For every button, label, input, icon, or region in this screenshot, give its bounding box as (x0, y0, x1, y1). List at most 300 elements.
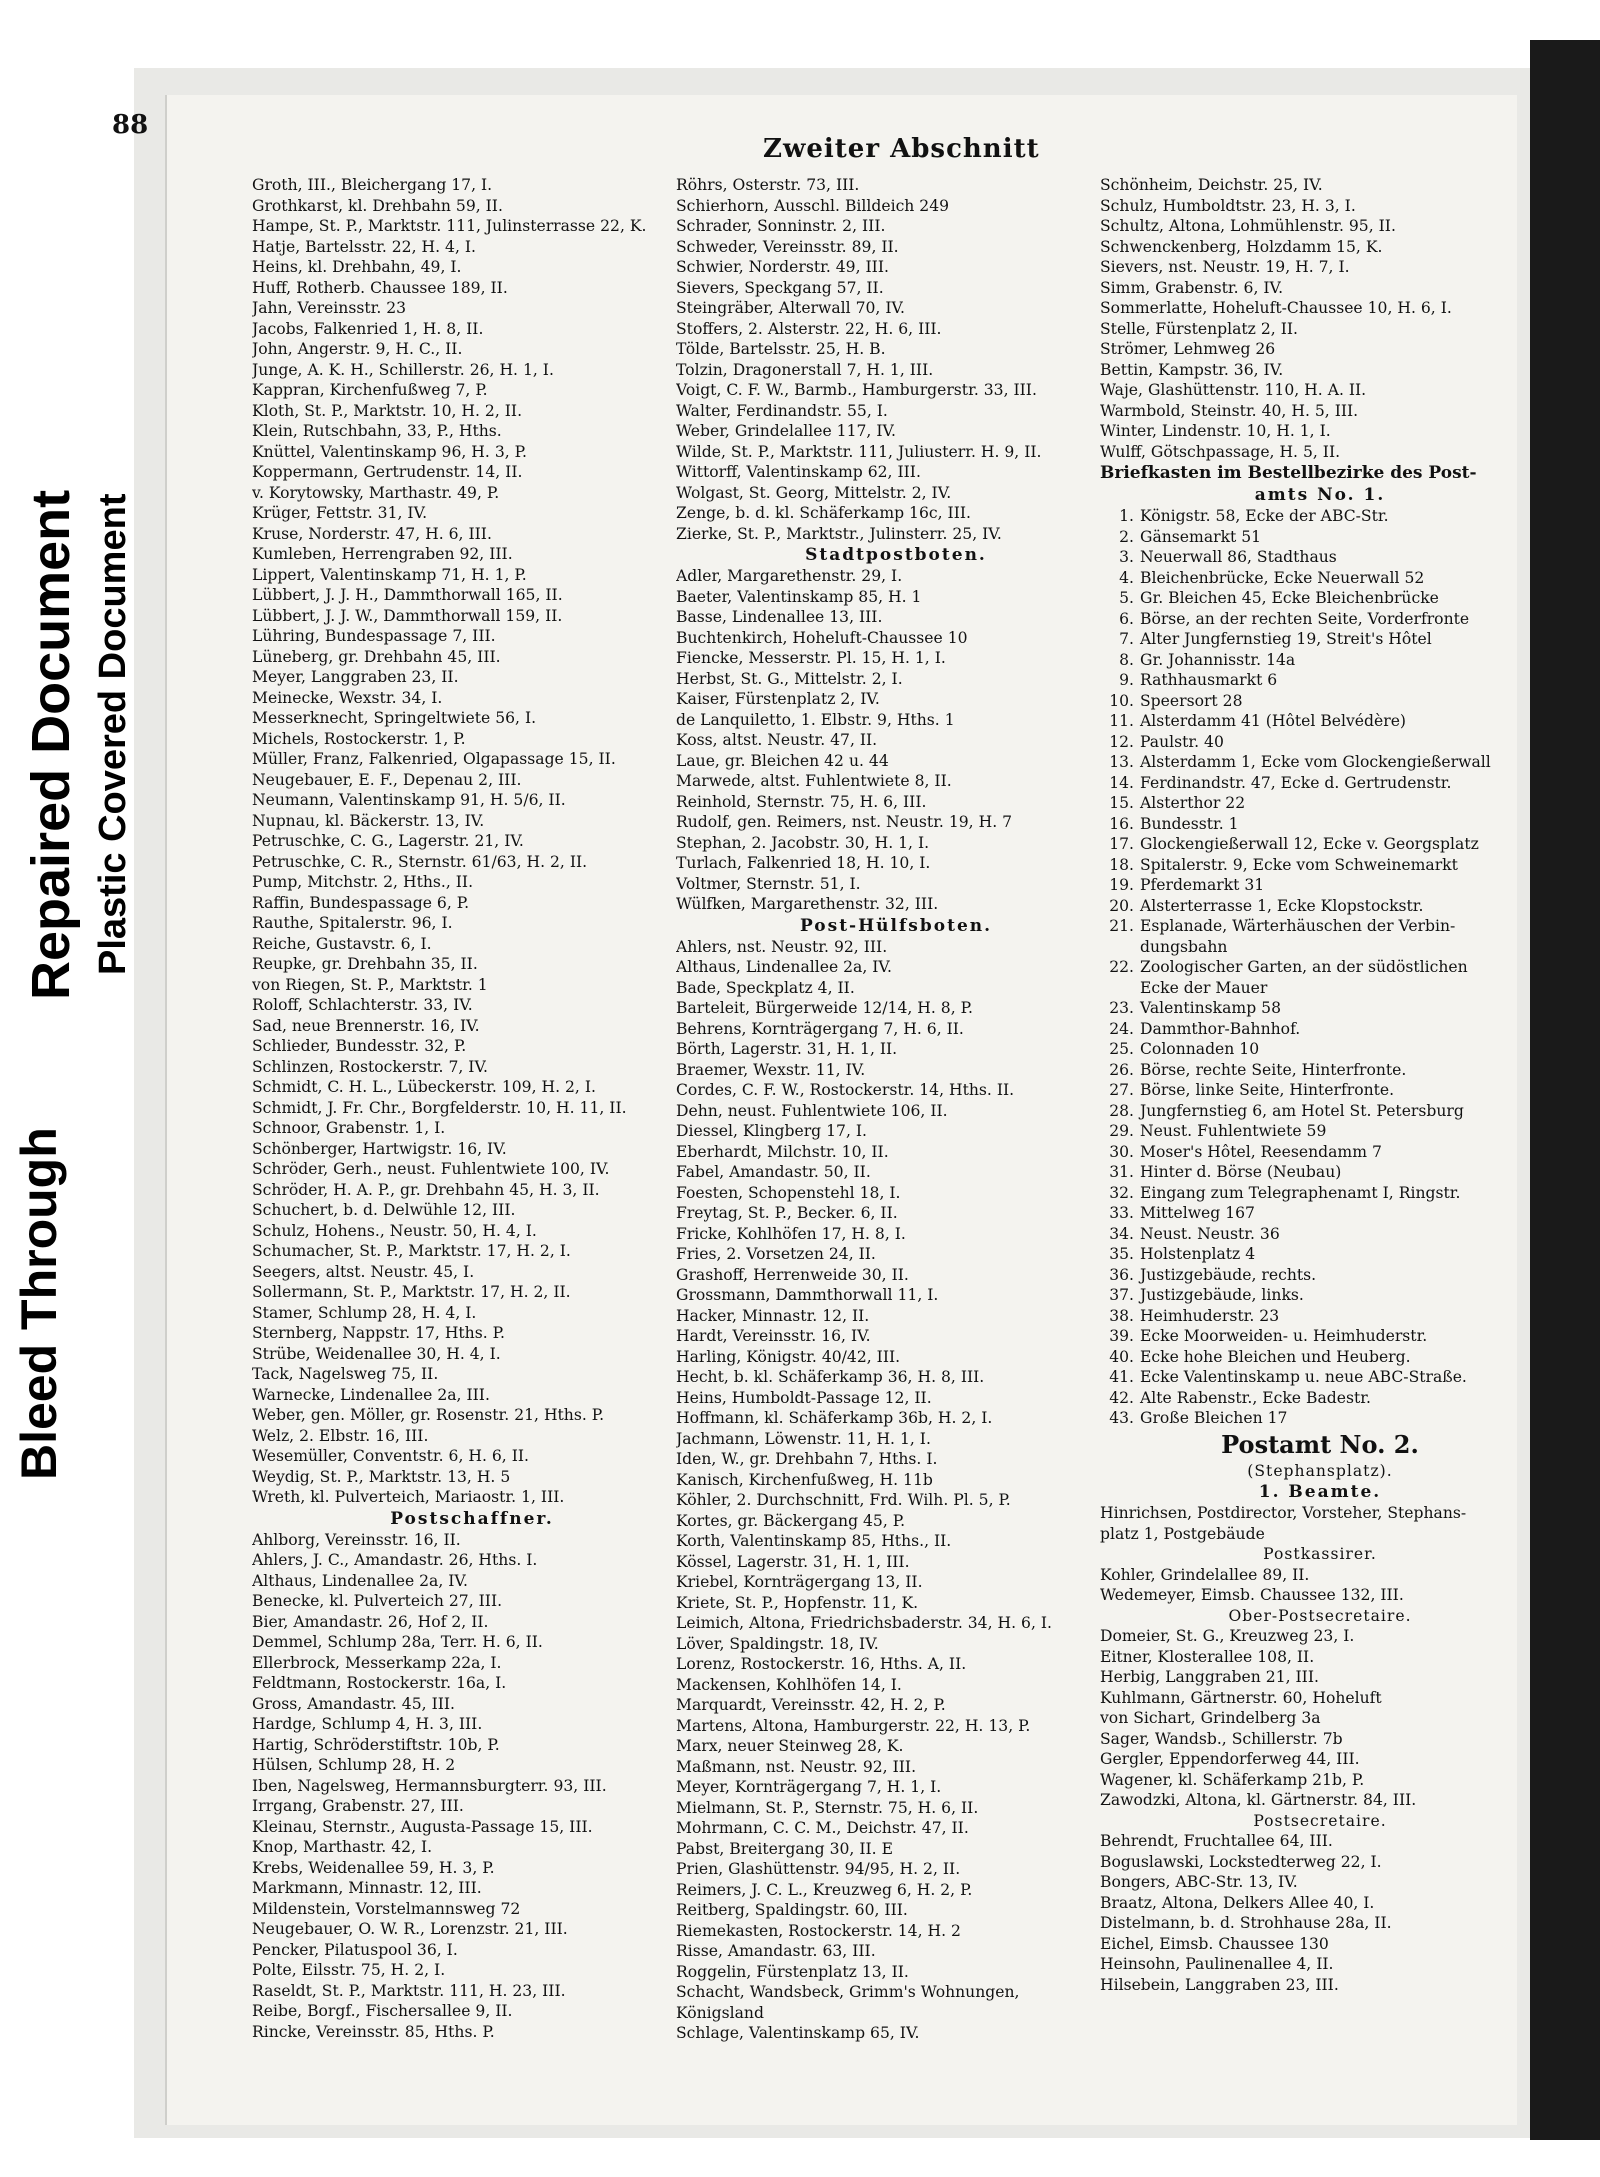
directory-entry: Schröder, Gerh., neust. Fuhlentwiete 100, IV. (252, 1160, 610, 1178)
mailbox-number: 25. (1109, 1040, 1134, 1058)
mailbox-entry (1100, 855, 1540, 876)
directory-entry: Pump, Mitchstr. 2, Hths., II. (252, 873, 474, 891)
mailbox-location: Gr. Johannisstr. 14a (1140, 650, 1296, 669)
directory-entry: Winter, Lindenstr. 10, H. 1, I. (1100, 422, 1331, 440)
directory-entry: Cordes, C. F. W., Rostockerstr. 14, Hths. II. (676, 1081, 1015, 1099)
directory-entry: Althaus, Lindenallee 2a, IV. (252, 1571, 468, 1590)
directory-entry: Knüttel, Valentinskamp 96, H. 3, P. (252, 442, 527, 461)
mailbox-entry (1100, 957, 1540, 978)
directory-entry: Steingräber, Alterwall 70, IV. (676, 299, 905, 317)
directory-entry: Sollermann, St. P., Marktstr. 17, H. 2, II. (252, 1283, 571, 1301)
directory-entry: Hatje, Bartelsstr. 22, H. 4, I. (252, 237, 476, 256)
directory-entry: Nupnau, kl. Bäckerstr. 13, IV. (252, 811, 485, 830)
mailbox-number: 2. (1119, 527, 1134, 546)
mailbox-location: Ecke Moorweiden- u. Heimhuderstr. (1140, 1327, 1428, 1345)
mailbox-location: Ecke hohe Bleichen und Heuberg. (1140, 1347, 1411, 1366)
mailbox-location: Gänsemarkt 51 (1140, 527, 1262, 546)
column-3 (1100, 175, 1540, 1995)
directory-entry: Zierke, St. P., Marktstr., Julinsterr. 25, IV. (676, 524, 1002, 543)
directory-entry: Buchtenkirch, Hoheluft-Chaussee 10 (676, 628, 968, 647)
directory-entry: Kleinau, Sternstr., Augusta-Passage 15, III. (252, 1817, 593, 1836)
mailbox-number: 8. (1119, 650, 1134, 669)
directory-entry: Hardge, Schlump 4, H. 3, III. (252, 1715, 483, 1733)
mailbox-number: 11. (1109, 712, 1134, 730)
mailbox-number: 32. (1109, 1183, 1134, 1202)
mailbox-location: Mittelweg 167 (1140, 1204, 1255, 1222)
directory-entry: Laue, gr. Bleichen 42 u. 44 (676, 751, 889, 770)
mailbox-number: 23. (1109, 999, 1134, 1017)
directory-entry: Prien, Glashüttenstr. 94/95, H. 2, II. (676, 1860, 961, 1878)
directory-entry: Voltmer, Sternstr. 51, I. (676, 874, 861, 893)
directory-entry: Tack, Nagelsweg 75, II. (252, 1365, 439, 1383)
mailbox-number: 16. (1109, 814, 1134, 833)
directory-entry: Schlage, Valentinskamp 65, IV. (676, 2024, 920, 2042)
mailbox-number: 19. (1109, 876, 1134, 894)
directory-entry: de Lanquiletto, 1. Elbstr. 9, Hths. 1 (676, 710, 955, 729)
directory-entry: Meyer, Langgraben 23, II. (252, 668, 459, 686)
mailbox-number: 28. (1109, 1101, 1134, 1120)
mailbox-location: Börse, linke Seite, Hinterfronte. (1140, 1081, 1395, 1099)
directory-entry: Groth, III., Bleichergang 17, I. (252, 176, 493, 194)
directory-entry: John, Angerstr. 9, H. C., II. (252, 340, 463, 358)
directory-entry: Maßmann, nst. Neustr. 92, III. (676, 1757, 917, 1776)
directory-entry: Ahlborg, Vereinsstr. 16, II. (252, 1530, 461, 1549)
mailbox-number: 37. (1109, 1286, 1134, 1304)
directory-entry: Pabst, Breitergang 30, II. E (676, 1839, 893, 1858)
directory-entry: platz 1, Postgebäude (1100, 1524, 1265, 1543)
directory-entry: Turlach, Falkenried 18, H. 10, I. (676, 854, 931, 872)
directory-entry: Schnoor, Grabenstr. 1, I. (252, 1119, 446, 1137)
directory-entry: Petruschke, C. G., Lagerstr. 21, IV. (252, 832, 524, 850)
section-heading: Stadtpostboten. (805, 545, 987, 565)
section-heading: Postkassirer. (1263, 1545, 1377, 1563)
directory-entry: Gergler, Eppendorferweg 44, III. (1100, 1750, 1360, 1768)
directory-entry: Feldtmann, Rostockerstr. 16a, I. (252, 1674, 507, 1692)
directory-entry: Marx, neuer Steinweg 28, K. (676, 1737, 904, 1755)
directory-entry: Kortes, gr. Bäckergang 45, P. (676, 1511, 906, 1530)
directory-entry: Schultz, Altona, Lohmühlenstr. 95, II. (1100, 217, 1396, 235)
directory-entry: Börth, Lagerstr. 31, H. 1, II. (676, 1040, 898, 1058)
directory-entry: Kappran, Kirchenfußweg 7, P. (252, 381, 488, 399)
directory-entry: Riemekasten, Rostockerstr. 14, H. 2 (676, 1921, 961, 1940)
mailbox-location: Paulstr. 40 (1140, 732, 1224, 751)
directory-entry: Bier, Amandastr. 26, Hof 2, II. (252, 1612, 489, 1631)
directory-entry: Mackensen, Kohlhöfen 14, I. (676, 1675, 902, 1694)
directory-entry: Sager, Wandsb., Schillerstr. 7b (1100, 1729, 1343, 1748)
mailbox-location: Pferdemarkt 31 (1140, 876, 1265, 894)
directory-entry: Knop, Marthastr. 42, I. (252, 1838, 433, 1856)
directory-entry: Hoffmann, kl. Schäferkamp 36b, H. 2, I. (676, 1409, 993, 1427)
directory-entry: Zawodzki, Altona, kl. Gärtnerstr. 84, III. (1100, 1791, 1417, 1809)
mailbox-location: Heimhuderstr. 23 (1140, 1306, 1280, 1325)
directory-entry: Kriete, St. P., Hopfenstr. 11, K. (676, 1593, 919, 1612)
directory-entry: Mielmann, St. P., Sternstr. 75, H. 6, II. (676, 1798, 979, 1817)
directory-entry: Ellerbrock, Messerkamp 22a, I. (252, 1653, 502, 1672)
section-heading: Postschaffner. (390, 1508, 554, 1529)
mailbox-entry (1100, 1285, 1540, 1306)
directory-entry: Klein, Rutschbahn, 33, P., Hths. (252, 422, 502, 440)
mailbox-entry (1100, 1183, 1540, 1204)
directory-entry: Hinrichsen, Postdirector, Vorsteher, Stephans- (1100, 1504, 1467, 1522)
directory-entry: Kriebel, Kornträgergang 13, II. (676, 1573, 923, 1591)
directory-entry: von Riegen, St. P., Marktstr. 1 (252, 975, 488, 994)
directory-entry: Heinsohn, Paulinenallee 4, II. (1100, 1955, 1334, 1973)
mailbox-number: 14. (1109, 773, 1134, 792)
mailbox-entry (1100, 1388, 1540, 1409)
mailbox-number: 39. (1109, 1327, 1134, 1345)
mailbox-entry (1100, 773, 1540, 794)
directory-entry: Warnecke, Lindenallee 2a, III. (252, 1385, 490, 1404)
directory-entry: Neumann, Valentinskamp 91, H. 5/6, II. (252, 791, 566, 809)
mailbox-entry (1100, 1060, 1540, 1081)
mailbox-entry (1100, 547, 1540, 568)
directory-entry: Kruse, Norderstr. 47, H. 6, III. (252, 524, 492, 543)
directory-entry: Schmidt, C. H. L., Lübeckerstr. 109, H. 2, I. (252, 1078, 596, 1096)
mailbox-location: Moser's Hôtel, Reesendamm 7 (1140, 1142, 1382, 1161)
directory-entry: Meinecke, Wexstr. 34, I. (252, 688, 443, 707)
directory-entry: Reitberg, Spaldingstr. 60, III. (676, 1901, 908, 1919)
mailbox-entry (1100, 650, 1540, 671)
directory-entry: Pencker, Pilatuspool 36, I. (252, 1940, 458, 1959)
directory-entry: Koss, altst. Neustr. 47, II. (676, 731, 878, 749)
directory-entry: Hacker, Minnastr. 12, II. (676, 1306, 870, 1325)
directory-entry: Iben, Nagelsweg, Hermannsburgterr. 93, III. (252, 1776, 607, 1795)
postamt-title: Postamt No. 2. (1221, 1429, 1419, 1459)
mailbox-entry (1100, 1142, 1540, 1163)
directory-entry: Freytag, St. P., Becker. 6, II. (676, 1204, 898, 1222)
bleed-through-label: Bleed Through (11, 1127, 67, 1480)
directory-entry: Kloth, St. P., Marktstr. 10, H. 2, II. (252, 401, 523, 420)
mailbox-entry (1100, 670, 1540, 691)
mailbox-number: 1. (1119, 507, 1134, 525)
mailbox-number: 41. (1109, 1368, 1134, 1386)
directory-entry: Bongers, ABC-Str. 13, IV. (1100, 1873, 1298, 1891)
mailbox-number: 6. (1119, 609, 1134, 628)
mailbox-location: Ferdinandstr. 47, Ecke d. Gertrudenstr. (1140, 773, 1452, 792)
mailbox-entry (1100, 732, 1540, 753)
directory-entry: Fabel, Amandastr. 50, II. (676, 1163, 871, 1181)
mailbox-entry (1100, 609, 1540, 630)
mailbox-location: Eingang zum Telegraphenamt I, Ringstr. (1140, 1183, 1461, 1202)
directory-entry: Reupke, gr. Drehbahn 35, II. (252, 955, 478, 973)
mailbox-number: 43. (1109, 1409, 1134, 1427)
mailbox-location: Spitalerstr. 9, Ecke vom Schweinemarkt (1140, 855, 1458, 874)
directory-entry: Polte, Eilsstr. 75, H. 2, I. (252, 1961, 446, 1979)
directory-entry: Michels, Rostockerstr. 1, P. (252, 729, 466, 748)
mailbox-entry (1100, 1019, 1540, 1040)
directory-entry: Waje, Glashüttenstr. 110, H. A. II. (1100, 381, 1367, 399)
directory-entry: Zenge, b. d. kl. Schäferkamp 16c, III. (676, 504, 971, 522)
mailbox-entry (1100, 1408, 1540, 1429)
directory-entry: Sievers, nst. Neustr. 19, H. 7, I. (1100, 258, 1350, 276)
directory-entry: Bade, Speckplatz 4, II. (676, 978, 855, 997)
mailbox-number: 42. (1109, 1388, 1134, 1407)
directory-entry: Marquardt, Vereinsstr. 42, H. 2, P. (676, 1696, 946, 1714)
directory-entry: Wesemüller, Conventstr. 6, H. 6, II. (252, 1447, 529, 1465)
mailbox-number: 21. (1109, 917, 1134, 935)
directory-entry: Schönberger, Hartwigstr. 16, IV. (252, 1139, 507, 1158)
directory-entry: v. Korytowsky, Marthastr. 49, P. (252, 483, 500, 502)
directory-entry: Schierhorn, Ausschl. Billdeich 249 (676, 196, 950, 215)
directory-entry: Kanisch, Kirchenfußweg, H. 11b (676, 1470, 933, 1489)
directory-entry: Heins, Humboldt-Passage 12, II. (676, 1388, 932, 1407)
directory-entry: Schlinzen, Rostockerstr. 7, IV. (252, 1057, 488, 1076)
postamt-subtitle: (Stephansplatz). (1247, 1461, 1393, 1480)
mailbox-location: Alte Rabenstr., Ecke Badestr. (1140, 1388, 1371, 1407)
mailbox-number: 40. (1109, 1347, 1134, 1366)
directory-entry: Röhrs, Osterstr. 73, III. (676, 176, 860, 194)
directory-entry: Stoffers, 2. Alsterstr. 22, H. 6, III. (676, 319, 942, 338)
directory-entry: Raseldt, St. P., Marktstr. 111, H. 23, III. (252, 1981, 566, 2000)
directory-entry: Gross, Amandastr. 45, III. (252, 1694, 455, 1713)
mailbox-number: 33. (1109, 1204, 1134, 1222)
directory-entry: Risse, Amandastr. 63, III. (676, 1942, 876, 1960)
directory-entry: Mohrmann, C. C. M., Deichstr. 47, II. (676, 1819, 969, 1837)
directory-entry: Distelmann, b. d. Strohhause 28a, II. (1100, 1914, 1392, 1932)
directory-entry: Lüneberg, gr. Drehbahn 45, III. (252, 647, 501, 666)
mailbox-entry (1100, 1265, 1540, 1286)
directory-entry: Seegers, altst. Neustr. 45, I. (252, 1262, 475, 1281)
directory-entry: Dehn, neust. Fuhlentwiete 106, II. (676, 1101, 948, 1120)
directory-entry: Braemer, Wexstr. 11, IV. (676, 1060, 866, 1079)
directory-entry: Strömer, Lehmweg 26 (1100, 340, 1276, 358)
mailbox-number: 10. (1109, 691, 1134, 710)
mailbox-entry (1100, 711, 1540, 732)
directory-entry: Walter, Ferdinandstr. 55, I. (676, 401, 888, 420)
mailbox-number: 12. (1109, 732, 1134, 751)
mailbox-entry (1100, 1224, 1540, 1245)
mailbox-number: 30. (1109, 1142, 1134, 1161)
mailbox-number: 5. (1119, 589, 1134, 607)
mailbox-location: dungsbahn (1140, 937, 1228, 956)
directory-entry: Kaiser, Fürstenplatz 2, IV. (676, 690, 880, 708)
mailbox-location: Justizgebäude, rechts. (1140, 1265, 1317, 1284)
directory-entry: Sad, neue Brennerstr. 16, IV. (252, 1016, 480, 1035)
directory-entry: Eberhardt, Milchstr. 10, II. (676, 1142, 889, 1161)
directory-entry: Strübe, Weidenallee 30, H. 4, I. (252, 1344, 501, 1363)
column-1 (252, 175, 692, 2042)
directory-entry: Harling, Königstr. 40/42, III. (676, 1347, 901, 1366)
directory-entry: Rincke, Vereinsstr. 85, Hths. P. (252, 2022, 495, 2041)
mailbox-number: 9. (1119, 671, 1134, 689)
mailbox-location: Justizgebäude, links. (1140, 1286, 1304, 1304)
mailbox-number: 18. (1109, 855, 1134, 874)
directory-entry: Welz, 2. Elbstr. 16, III. (252, 1426, 429, 1445)
mailbox-number: 26. (1109, 1060, 1134, 1079)
directory-entry: Stelle, Fürstenplatz 2, II. (1100, 319, 1298, 338)
directory-entry: Althaus, Lindenallee 2a, IV. (676, 958, 892, 976)
mailbox-location: Königstr. 58, Ecke der ABC-Str. (1140, 507, 1389, 525)
directory-entry: Hardt, Vereinsstr. 16, IV. (676, 1327, 871, 1345)
directory-entry: Schulz, Humboldtstr. 23, H. 3, I. (1100, 196, 1356, 215)
directory-entry: Warmbold, Steinstr. 40, H. 5, III. (1100, 401, 1359, 420)
directory-entry: Stephan, 2. Jacobstr. 30, H. 1, I. (676, 833, 930, 852)
directory-entry: Wreth, kl. Pulverteich, Mariaostr. 1, III. (252, 1488, 565, 1506)
directory-entry: Leimich, Altona, Friedrichsbaderstr. 34, H. 6, I. (676, 1614, 1052, 1632)
directory-entry: Schmidt, J. Fr. Chr., Borgfelderstr. 10, H. 11, II. (252, 1098, 627, 1117)
directory-entry: Krebs, Weidenallee 59, H. 3, P. (252, 1858, 495, 1877)
section-heading: 1. Beamte. (1258, 1482, 1382, 1502)
directory-entry: Heins, kl. Drehbahn, 49, I. (252, 258, 462, 276)
directory-entry: Köhler, 2. Durchschnitt, Frd. Wilh. Pl. 5, P. (676, 1491, 1011, 1509)
mailbox-entry (1100, 629, 1540, 650)
directory-entry: Kohler, Grindelallee 89, II. (1100, 1565, 1310, 1584)
directory-entry: Eitner, Klosterallee 108, II. (1100, 1647, 1315, 1666)
directory-entry: Reinhold, Sternstr. 75, H. 6, III. (676, 792, 927, 811)
mailbox-entry (1100, 1244, 1540, 1265)
directory-entry: Wülfken, Margarethenstr. 32, III. (676, 895, 939, 913)
mailbox-entry (1100, 896, 1540, 917)
directory-entry: Sternberg, Nappstr. 17, Hths. P. (252, 1324, 505, 1342)
directory-entry: Irrgang, Grabenstr. 27, III. (252, 1797, 464, 1815)
directory-entry: Behrendt, Fruchtallee 64, III. (1100, 1832, 1333, 1850)
directory-entry: Lühring, Bundespassage 7, III. (252, 627, 496, 645)
mailbox-location: Hinter d. Börse (Neubau) (1140, 1163, 1342, 1181)
mailbox-location: Neust. Fuhlentwiete 59 (1140, 1122, 1327, 1140)
directory-entry: Kuhlmann, Gärtnerstr. 60, Hoheluft (1100, 1688, 1382, 1707)
mailbox-location: Ecke der Mauer (1140, 978, 1268, 997)
directory-entry: Ahlers, J. C., Amandastr. 26, Hths. I. (252, 1551, 538, 1569)
mailbox-location: Zoologischer Garten, an der südöstlichen (1140, 958, 1468, 976)
directory-entry: Herbst, St. G., Mittelstr. 2, I. (676, 669, 903, 688)
mailbox-location: Colonnaden 10 (1140, 1040, 1260, 1058)
mailbox-entry (1100, 793, 1540, 814)
mailbox-number: 31. (1109, 1163, 1134, 1181)
directory-entry: Huff, Rotherb. Chaussee 189, II. (252, 278, 508, 297)
directory-entry: Schulz, Hohens., Neustr. 50, H. 4, I. (252, 1221, 537, 1240)
mailbox-location: Jungfernstieg 6, am Hotel St. Petersburg (1140, 1101, 1464, 1120)
directory-entry: Schuchert, b. d. Delwühle 12, III. (252, 1201, 516, 1219)
running-head: Zweiter Abschnitt (763, 134, 1040, 164)
directory-entry: Schweder, Vereinsstr. 89, II. (676, 237, 899, 256)
directory-entry: Grossmann, Dammthorwall 11, I. (676, 1286, 939, 1304)
directory-entry: Koppermann, Gertrudenstr. 14, II. (252, 463, 523, 481)
mailbox-entry (1100, 1101, 1540, 1122)
mailbox-entry (1100, 1121, 1540, 1142)
mailbox-location: Neust. Neustr. 36 (1140, 1224, 1280, 1243)
directory-entry: Grashoff, Herrenweide 30, II. (676, 1265, 909, 1284)
directory-entry: Lübbert, J. J. W., Dammthorwall 159, II. (252, 606, 563, 625)
directory-entry: Wagener, kl. Schäferkamp 21b, P. (1100, 1770, 1365, 1789)
directory-entry: Reimers, J. C. L., Kreuzweg 6, H. 2, P. (676, 1880, 973, 1899)
directory-entry: Messerknecht, Springeltwiete 56, I. (252, 709, 537, 727)
mailbox-location: Gr. Bleichen 45, Ecke Bleichenbrücke (1140, 589, 1439, 607)
mailbox-entry (1100, 1326, 1540, 1347)
mailbox-number: 36. (1109, 1265, 1134, 1284)
directory-entry: Martens, Altona, Hamburgerstr. 22, H. 13, P. (676, 1716, 1031, 1735)
mailbox-entry (1100, 1039, 1540, 1060)
directory-entry: Kössel, Lagerstr. 31, H. 1, III. (676, 1552, 910, 1571)
mailbox-number: 20. (1109, 896, 1134, 915)
directory-entry: Weber, gen. Möller, gr. Rosenstr. 21, Hths. P. (252, 1406, 605, 1424)
mailbox-location: Ecke Valentinskamp u. neue ABC-Straße. (1140, 1368, 1467, 1386)
directory-entry: Demmel, Schlump 28a, Terr. H. 6, II. (252, 1633, 543, 1651)
mailbox-number: 29. (1109, 1122, 1134, 1140)
directory-entry: Simm, Grabenstr. 6, IV. (1100, 278, 1284, 297)
directory-entry: Schumacher, St. P., Marktstr. 17, H. 2, I. (252, 1242, 571, 1260)
section-heading: Ober-Postsecretaire. (1228, 1606, 1412, 1625)
directory-entry: Behrens, Kornträgergang 7, H. 6, II. (676, 1019, 964, 1038)
directory-entry: Wedemeyer, Eimsb. Chaussee 132, III. (1100, 1586, 1404, 1604)
mailbox-number: 13. (1109, 753, 1134, 771)
directory-entry: Diessel, Klingberg 17, I. (676, 1122, 867, 1140)
directory-entry: Baeter, Valentinskamp 85, H. 1 (676, 587, 922, 606)
mailbox-entry (1100, 1367, 1540, 1388)
mailbox-entry (1100, 875, 1540, 896)
mailbox-location: Neuerwall 86, Stadthaus (1140, 548, 1337, 566)
directory-entry: Lorenz, Rostockerstr. 16, Hths. A, II. (676, 1655, 967, 1673)
mailbox-location: Alsterterrasse 1, Ecke Klopstockstr. (1140, 896, 1424, 915)
directory-entry: Barteleit, Bürgerweide 12/14, H. 8, P. (676, 999, 973, 1017)
mailbox-entry (1100, 506, 1540, 527)
directory-entry: Königsland (676, 2003, 764, 2022)
mailbox-location: Bundesstr. 1 (1140, 814, 1239, 833)
mailbox-number: 15. (1109, 794, 1134, 812)
directory-entry: Rudolf, gen. Reimers, nst. Neustr. 19, H. 7 (676, 813, 1013, 831)
mailbox-entry (1100, 1347, 1540, 1368)
directory-entry: Junge, A. K. H., Schillerstr. 26, H. 1, I. (252, 360, 554, 379)
directory-entry: Krüger, Fettstr. 31, IV. (252, 504, 428, 522)
directory-entry: Braatz, Altona, Delkers Allee 40, I. (1100, 1893, 1375, 1912)
directory-entry: Reiche, Gustavstr. 6, I. (252, 934, 432, 953)
directory-entry: Müller, Franz, Falkenried, Olgapassage 15, II. (252, 750, 616, 768)
mailbox-entry (1100, 834, 1540, 855)
directory-entry: Boguslawski, Lockstedterweg 22, I. (1100, 1852, 1382, 1871)
directory-entry: Raffin, Bundespassage 6, P. (252, 893, 470, 912)
mailbox-location: Dammthor-Bahnhof. (1140, 1019, 1301, 1038)
mailbox-entry (1100, 937, 1540, 958)
directory-entry: Wilde, St. P., Marktstr. 111, Juliusterr. H. 9, II. (676, 442, 1042, 461)
directory-entry: Marwede, altst. Fuhlentwiete 8, II. (676, 772, 952, 790)
directory-entry: Wittorff, Valentinskamp 62, III. (676, 463, 921, 481)
directory-entry: Herbig, Langgraben 21, III. (1100, 1668, 1319, 1686)
directory-entry: Roggelin, Fürstenplatz 13, II. (676, 1962, 909, 1981)
directory-entry: Meyer, Kornträgergang 7, H. 1, I. (676, 1778, 942, 1796)
page-number: 88 (112, 110, 149, 140)
directory-entry: Lippert, Valentinskamp 71, H. 1, P. (252, 565, 527, 584)
directory-entry: Roloff, Schlachterstr. 33, IV. (252, 996, 473, 1014)
directory-entry: Neugebauer, E. F., Depenau 2, III. (252, 770, 522, 789)
section-heading: amts No. 1. (1254, 485, 1386, 505)
mailbox-location: Alsterdamm 1, Ecke vom Glockengießerwall (1140, 753, 1491, 771)
mailbox-location: Speersort 28 (1140, 691, 1243, 710)
directory-entry: Schacht, Wandsbeck, Grimm's Wohnungen, (676, 1983, 1020, 2001)
directory-entry: Adler, Margarethenstr. 29, I. (676, 567, 903, 585)
directory-entry: Fries, 2. Vorsetzen 24, II. (676, 1245, 876, 1263)
directory-entry: Hülsen, Schlump 28, H. 2 (252, 1756, 456, 1774)
mailbox-location: Große Bleichen 17 (1140, 1409, 1288, 1427)
mailbox-location: Rathhausmarkt 6 (1140, 671, 1278, 689)
directory-entry: Hampe, St. P., Marktstr. 111, Julinsterrasse 22, K. (252, 217, 647, 235)
mailbox-location: Esplanade, Wärterhäuschen der Verbin- (1140, 917, 1456, 935)
directory-entry: Weber, Grindelallee 117, IV. (676, 422, 897, 440)
directory-entry: Domeier, St. G., Kreuzweg 23, I. (1100, 1627, 1355, 1645)
directory-entry: Hartig, Schröderstiftstr. 10b, P. (252, 1735, 500, 1754)
directory-entry: Schönheim, Deichstr. 25, IV. (1100, 176, 1323, 194)
directory-entry: von Sichart, Grindelberg 3a (1100, 1709, 1321, 1727)
directory-entry: Tolzin, Dragonerstall 7, H. 1, III. (676, 360, 934, 379)
directory-entry: Neugebauer, O. W. R., Lorenzstr. 21, III. (252, 1920, 568, 1938)
directory-entry: Hecht, b. kl. Schäferkamp 36, H. 8, III. (676, 1368, 985, 1386)
mailbox-number: 24. (1109, 1019, 1134, 1038)
directory-entry: Rauthe, Spitalerstr. 96, I. (252, 914, 453, 932)
directory-entry: Ahlers, nst. Neustr. 92, III. (676, 937, 888, 956)
mailbox-location: Glockengießerwall 12, Ecke v. Georgsplatz (1140, 835, 1479, 853)
mailbox-entry (1100, 588, 1540, 609)
mailbox-number: 7. (1119, 630, 1134, 648)
directory-entry: Eichel, Eimsb. Chaussee 130 (1100, 1934, 1329, 1953)
directory-entry: Hilsebein, Langgraben 23, III. (1100, 1975, 1339, 1994)
